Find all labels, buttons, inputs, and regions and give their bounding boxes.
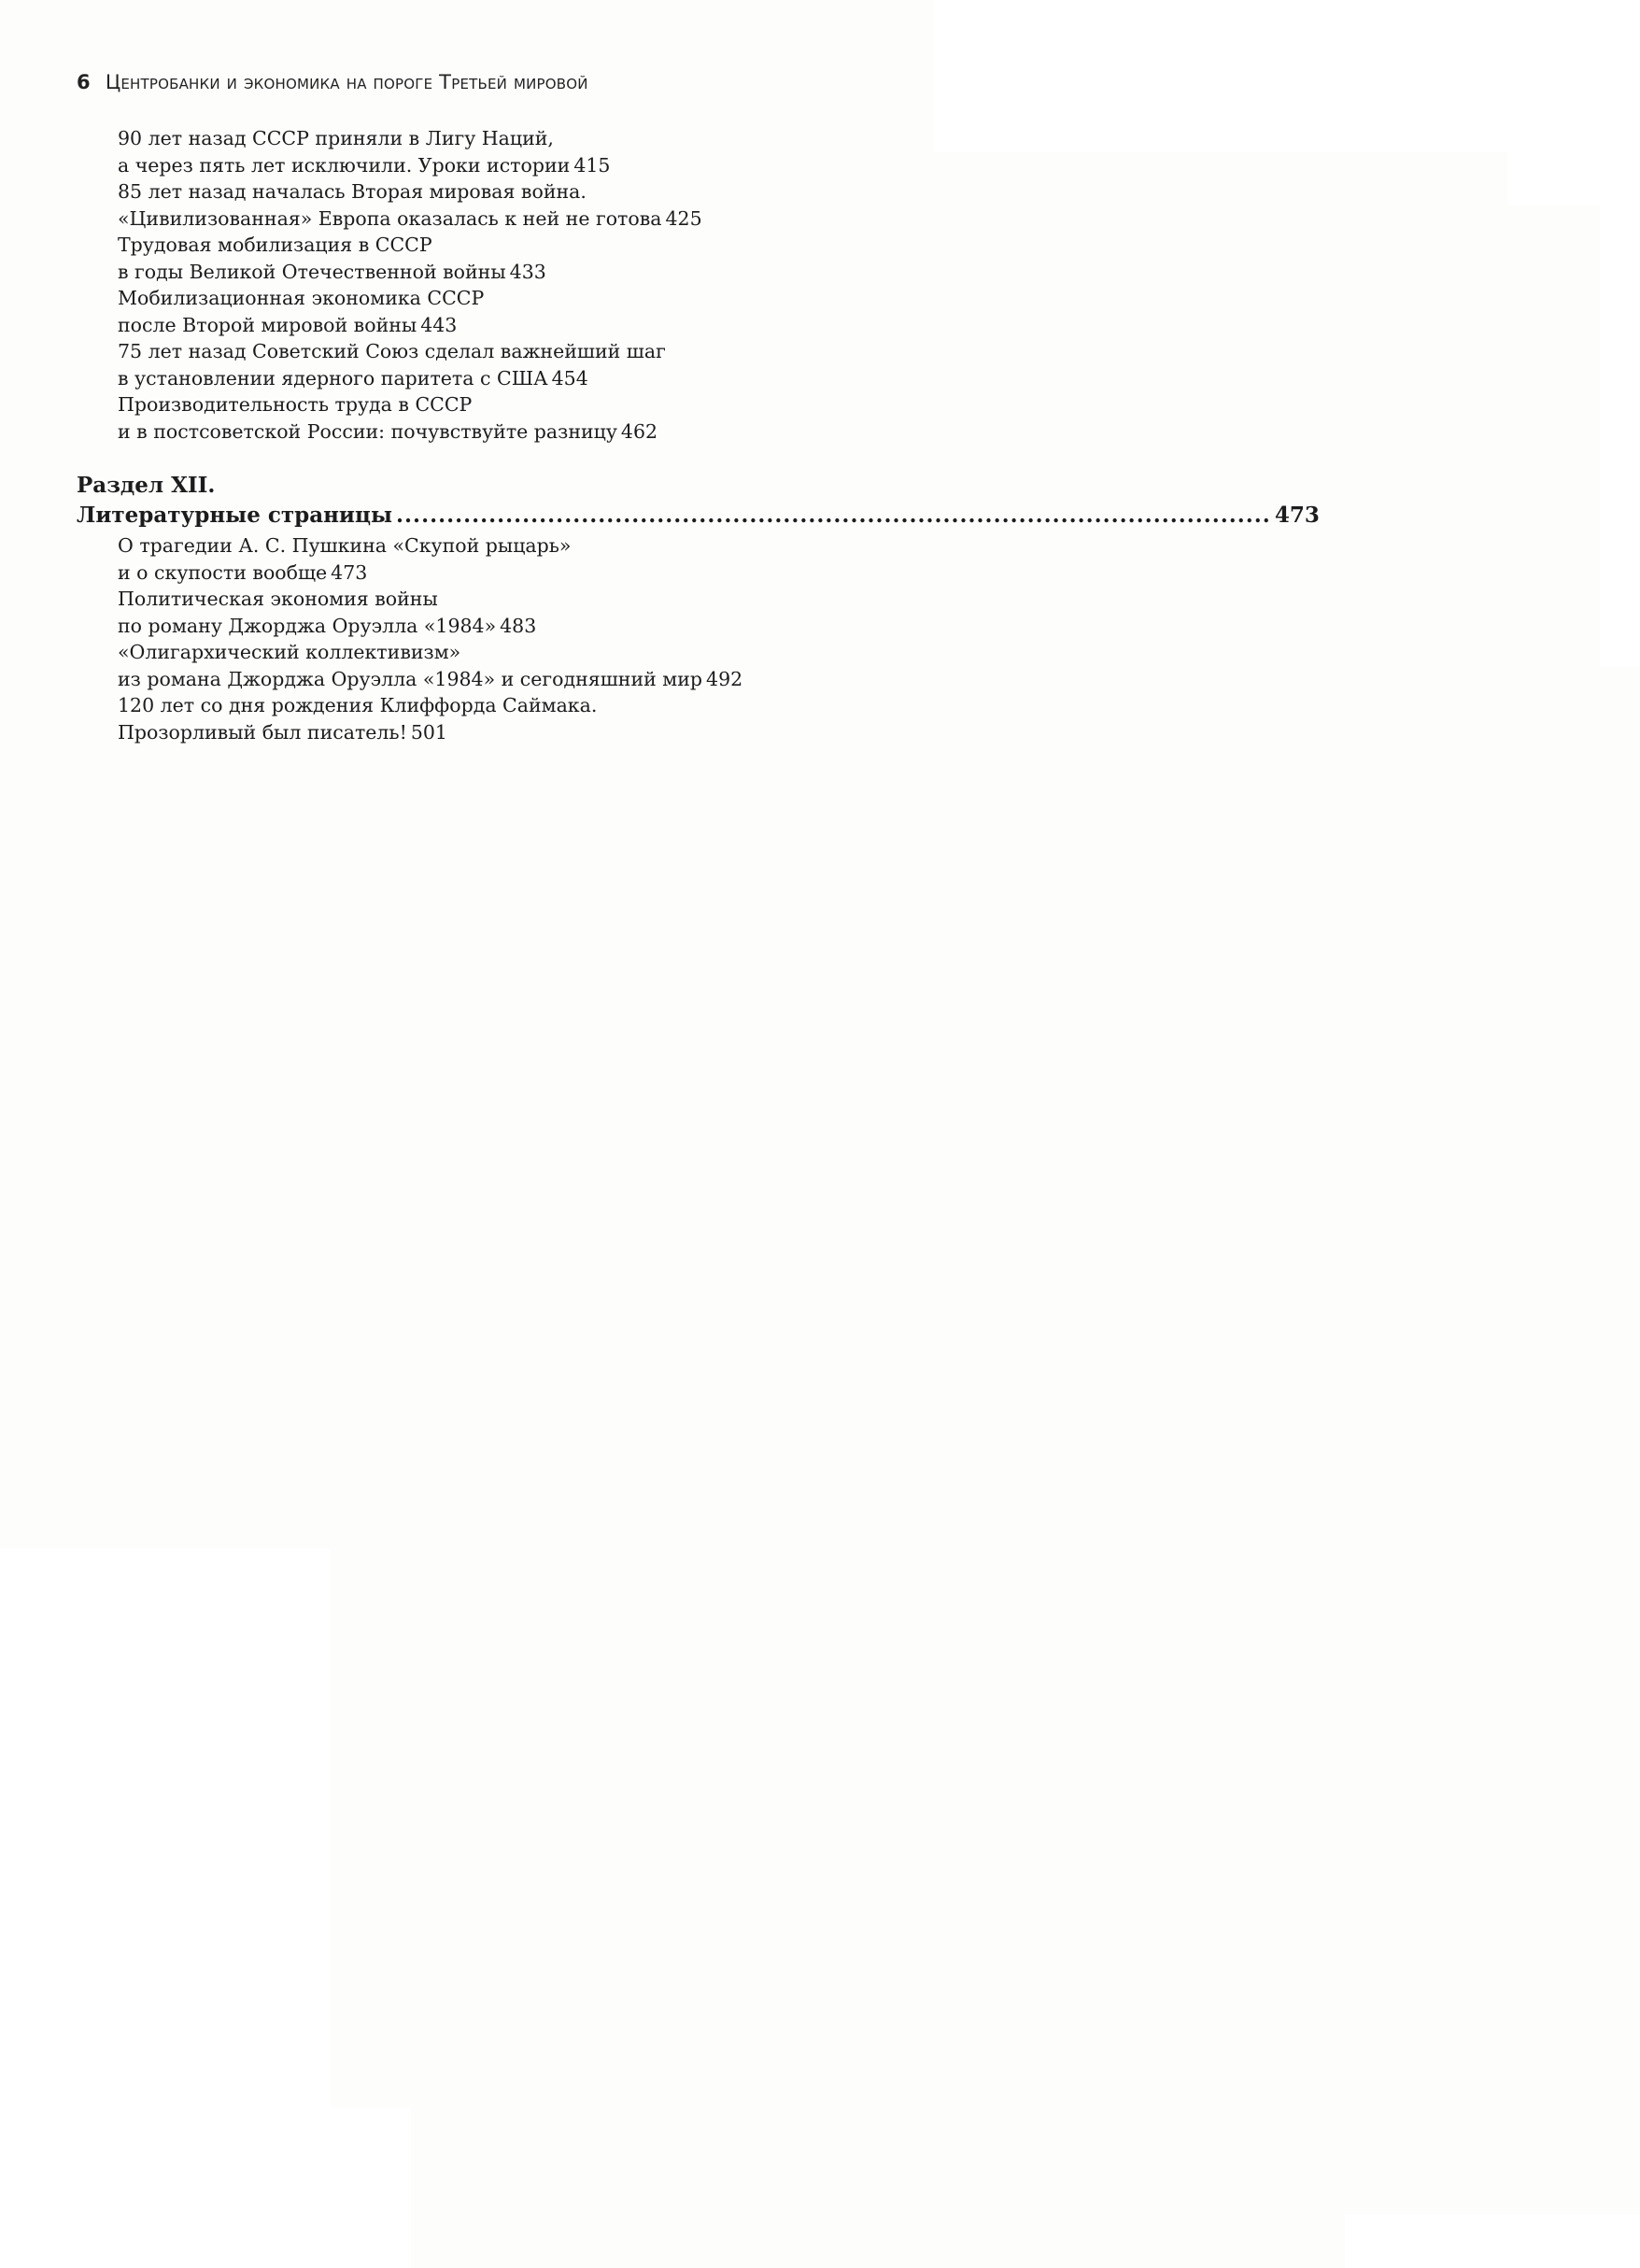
toc-entry-page: 483 xyxy=(500,613,1434,2162)
toc-entry-text: в годы Великой Отечественной войны xyxy=(118,260,506,283)
section-label: Раздел XII. xyxy=(77,473,216,498)
toc-entry-page: 462 xyxy=(621,418,1555,1967)
toc-entry-last-line xyxy=(118,365,863,392)
toc-entry-page: 443 xyxy=(420,312,1354,1861)
toc-entry xyxy=(118,125,863,178)
toc-entry-last-line xyxy=(118,259,863,286)
toc-entry-line: 120 лет со дня рождения Клиффорда Саймака. xyxy=(118,694,598,716)
toc-entry-page: 454 xyxy=(552,365,1486,1914)
toc-entry-last-line xyxy=(118,152,863,179)
toc-entry-text: а через пять лет исключили. Уроки истории xyxy=(118,153,571,177)
toc-entry-last-line xyxy=(118,418,863,446)
toc-entry-text: и в постсоветской России: почувствуйте разницу xyxy=(118,419,617,443)
toc-entry-line: 90 лет назад СССР приняли в Лигу Наций, xyxy=(118,127,554,149)
running-head xyxy=(77,71,588,93)
toc-entry-text: по роману Джорджа Оруэлла «1984» xyxy=(118,614,497,637)
table-of-contents xyxy=(77,125,1320,745)
toc-entry-last-line xyxy=(118,613,863,640)
section-title: Литературные страницы xyxy=(77,503,393,528)
toc-entry-page: 492 xyxy=(706,666,1640,2215)
toc-entry-last-line xyxy=(118,719,863,746)
running-head-title: Центробанки и экономика на пороге Третьей мировой xyxy=(105,71,588,93)
toc-entry-page: 425 xyxy=(666,206,1600,1754)
toc-entry-last-line xyxy=(118,666,863,693)
page-number: 6 xyxy=(77,71,91,93)
toc-entry-last-line xyxy=(118,312,863,339)
toc-entry-text: после Второй мировой войны xyxy=(118,313,417,336)
toc-entry-line: 85 лет назад началась Вторая мировая война. xyxy=(118,180,587,203)
toc-entry-line: «Олигархический коллективизм» xyxy=(118,641,461,663)
toc-entry-text: «Цивилизованная» Европа оказалась к ней не готова xyxy=(118,206,662,230)
dot-leader: ........................................................................................................ xyxy=(396,503,1271,528)
toc-entry-text: Прозорливый был писатель! xyxy=(118,720,407,744)
toc-entry-text: в установлении ядерного паритета с США xyxy=(118,366,548,390)
toc-entry-text: и о скупости вообще xyxy=(118,560,328,584)
toc-entry-last-line xyxy=(118,206,863,233)
toc-entry-line: О трагедии А. С. Пушкина «Скупой рыцарь» xyxy=(118,534,572,557)
toc-entry-page: 433 xyxy=(510,259,1444,1807)
toc-entry-last-line xyxy=(118,560,863,587)
toc-entry-page: 501 xyxy=(411,719,1345,2268)
section-page: 473 xyxy=(1274,503,1320,528)
toc-entry-line: Мобилизационная экономика СССР xyxy=(118,287,485,309)
toc-entry-page: 473 xyxy=(331,560,1265,2108)
toc-entry-page: 415 xyxy=(573,152,1507,1701)
section-title-line xyxy=(77,501,1320,531)
toc-entry-line: 75 лет назад Советский Союз сделал важнейший шаг xyxy=(118,340,666,362)
toc-entry-line: Политическая экономия войны xyxy=(118,588,438,610)
toc-entry-line: Производительность труда в СССР xyxy=(118,393,473,416)
toc-entry-line: Трудовая мобилизация в СССР xyxy=(118,234,432,256)
toc-entry-text: из романа Джорджа Оруэлла «1984» и сегодняшний мир xyxy=(118,667,703,690)
section-entries xyxy=(77,532,863,745)
